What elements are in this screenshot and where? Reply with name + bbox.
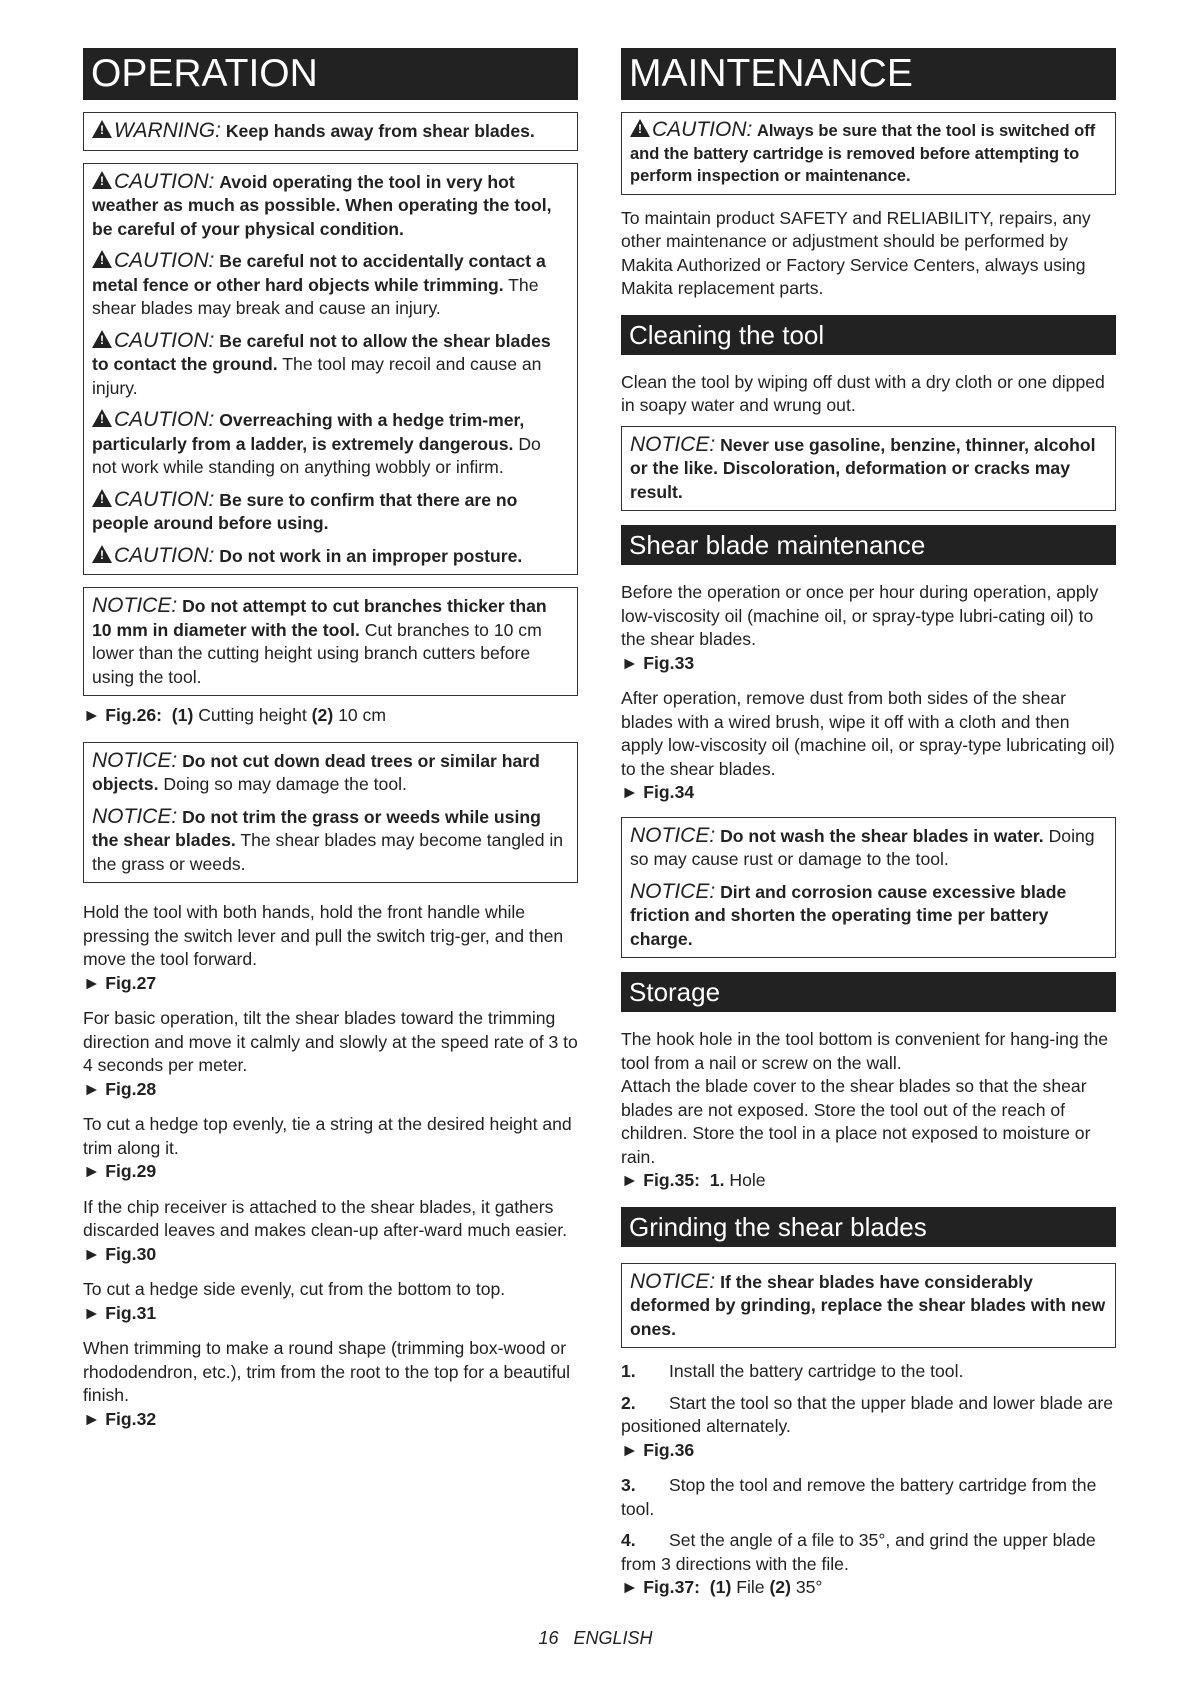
figure-reference: ► Fig.33 — [621, 652, 695, 673]
warning-item: !WARNING: Keep hands away from shear blades. — [92, 119, 569, 144]
step-item: 2. Start the tool so that the upper blade and lower blade are positioned alternately. ► Fig.36 — [621, 1392, 1116, 1463]
paragraph: To cut a hedge top evenly, tie a string at the desired height and trim along it. ► Fig.29 — [83, 1113, 578, 1184]
paragraph: The hook hole in the tool bottom is convenient for hang-ing the tool from a nail or screw on the wall. Attach the blade cover to the shear blades so that the shear blades are not exposed. Store the tool out of the reach of children. Store the tool in a place not exposed to moisture or rain. ► Fig.35: 1. Hole — [621, 1028, 1116, 1193]
warning-triangle-icon — [92, 171, 112, 189]
page-footer — [0, 1628, 1191, 1649]
warning-triangle-icon — [92, 545, 112, 563]
paragraph: If the chip receiver is attached to the shear blades, it gathers discarded leaves and makes clean-up after-ward much easier. ► Fig.30 — [83, 1196, 578, 1267]
grinding-title: Grinding the shear blades — [621, 1207, 1116, 1247]
warning-triangle-icon — [92, 409, 112, 427]
notice-item: NOTICE: Do not wash the shear blades in water. Doing so may cause rust or damage to the tool. — [630, 823, 1095, 869]
maintenance-intro: To maintain product SAFETY and RELIABILITY, repairs, any other maintenance or adjustment should be performed by Makita Authorized or Factory Service Centers, always using Makita replacement parts. — [621, 207, 1091, 298]
figure-reference: ► Fig.27 — [83, 972, 157, 993]
warning-triangle-icon — [92, 250, 112, 268]
paragraph: For basic operation, tilt the shear blades toward the trimming direction and move it calmly and slowly at the speed rate of 3 to 4 seconds per meter. ► Fig.28 — [83, 1007, 578, 1101]
notice-box — [621, 817, 1116, 959]
figure-reference: ► Fig.34 — [621, 782, 695, 802]
warning-triangle-icon — [92, 330, 112, 348]
figure-reference: ► Fig.36 — [621, 1439, 695, 1460]
maintenance-title: MAINTENANCE — [621, 48, 1116, 100]
notice-item: NOTICE: Do not attempt to cut branches thicker than 10 mm in diameter with the tool. Cut branches to 10 cm lower than the cutting height using branch cutters before using the tool. — [92, 594, 547, 687]
caution-item: !CAUTION: Always be sure that the tool is switched off and the battery cartridge is removed before attempting to perform inspection or maintenance. — [630, 119, 1107, 188]
figure-26-reference: ► Fig.26: (1) Cutting height (2) 10 cm — [83, 705, 386, 725]
figure-reference: ► Fig.30 — [83, 1243, 157, 1264]
warning-triangle-icon — [92, 489, 112, 507]
caution-box — [83, 163, 578, 576]
notice-item: NOTICE: Dirt and corrosion cause excessive blade friction and shorten the operating time per battery charge. — [630, 879, 1067, 949]
warning-box — [83, 112, 578, 151]
notice-item: NOTICE: Do not cut down dead trees or similar hard objects. Doing so may damage the tool. — [92, 748, 540, 794]
cleaning-title: Cleaning the tool — [621, 315, 1116, 355]
warning-triangle-icon — [92, 120, 112, 138]
caution-item: !CAUTION: Be careful not to accidentally contact a metal fence or other hard objects while trimming. The shear blades may break and cause an injury. — [92, 249, 569, 321]
figure-37-reference: ► Fig.37: (1) File (2) 35° — [621, 1577, 823, 1597]
paragraph: Before the operation or once per hour during operation, apply low-viscosity oil (machine oil, or spray-type lubri-cating oil) to the shear blades. ► Fig.33 — [621, 581, 1116, 675]
operation-title: OPERATION — [83, 48, 578, 100]
figure-reference: ► Fig.31 — [83, 1302, 157, 1323]
notice-box — [621, 426, 1116, 512]
caution-box — [621, 112, 1116, 195]
page-language: ENGLISH — [573, 1628, 653, 1648]
notice-item: NOTICE: Do not trim the grass or weeds while using the shear blades. The shear blades may become tangled in the grass or weeds. — [92, 804, 564, 874]
maintenance-column — [621, 48, 1116, 1608]
notice-box — [83, 742, 578, 884]
cleaning-text: Clean the tool by wiping off dust with a dry cloth or one dipped in soapy water and wrung out. — [621, 371, 1105, 415]
notice-item: NOTICE: If the shear blades have considerably deformed by grinding, replace the shear blades with new ones. — [630, 1269, 1106, 1339]
paragraph: After operation, remove dust from both sides of the shear blades with a wired brush, wipe it off with a cloth and then apply low-viscosity oil (machine oil, or spray-type lubricating oil) to the shear blades. ► Fig.34 — [621, 687, 1116, 805]
paragraph: Hold the tool with both hands, hold the front handle while pressing the switch lever and pull the switch trig-ger, and then move the tool forward. ► Fig.27 — [83, 901, 578, 995]
caution-item: !CAUTION: Overreaching with a hedge trim-mer, particularly from a ladder, is extremely dangerous. Do not work while standing on anything wobbly or infirm. — [92, 408, 569, 480]
notice-box — [83, 587, 578, 696]
step-item: 3. Stop the tool and remove the battery cartridge from the tool. — [621, 1475, 1097, 1519]
shear-maintenance-title: Shear blade maintenance — [621, 525, 1116, 565]
figure-reference: ► Fig.28 — [83, 1078, 157, 1099]
caution-item: !CAUTION: Avoid operating the tool in very hot weather as much as possible. When operating the tool, be careful of your physical condition. — [92, 170, 569, 242]
caution-item: !CAUTION: Be sure to confirm that there are no people around before using. — [92, 488, 569, 536]
figure-35-reference: ► Fig.35: 1. Hole — [621, 1170, 766, 1190]
step-item: 4. Set the angle of a file to 35°, and grind the upper blade from 3 directions with the file. ► Fig.37: (1) File (2) 35° — [621, 1529, 1116, 1600]
caution-item: !CAUTION: Be careful not to allow the shear blades to contact the ground. The tool may recoil and cause an injury. — [92, 329, 569, 401]
step-item: 1. Install the battery cartridge to the tool. — [621, 1361, 964, 1381]
figure-reference: ► Fig.29 — [83, 1161, 157, 1181]
notice-box — [621, 1263, 1116, 1349]
warning-triangle-icon — [630, 119, 650, 137]
caution-item: !CAUTION: Do not work in an improper posture. — [92, 544, 569, 569]
paragraph: To cut a hedge side evenly, cut from the bottom to top. ► Fig.31 — [83, 1278, 578, 1325]
paragraph: When trimming to make a round shape (trimming box-wood or rhododendron, etc.), trim from the root to the top for a beautiful finish. ► Fig.32 — [83, 1337, 578, 1431]
operation-column — [83, 48, 578, 1443]
storage-title: Storage — [621, 972, 1116, 1012]
notice-item: NOTICE: Never use gasoline, benzine, thinner, alcohol or the like. Discoloration, deformation or cracks may result. — [630, 432, 1096, 502]
figure-reference: ► Fig.32 — [83, 1408, 157, 1429]
page-number: 16 — [538, 1628, 559, 1648]
